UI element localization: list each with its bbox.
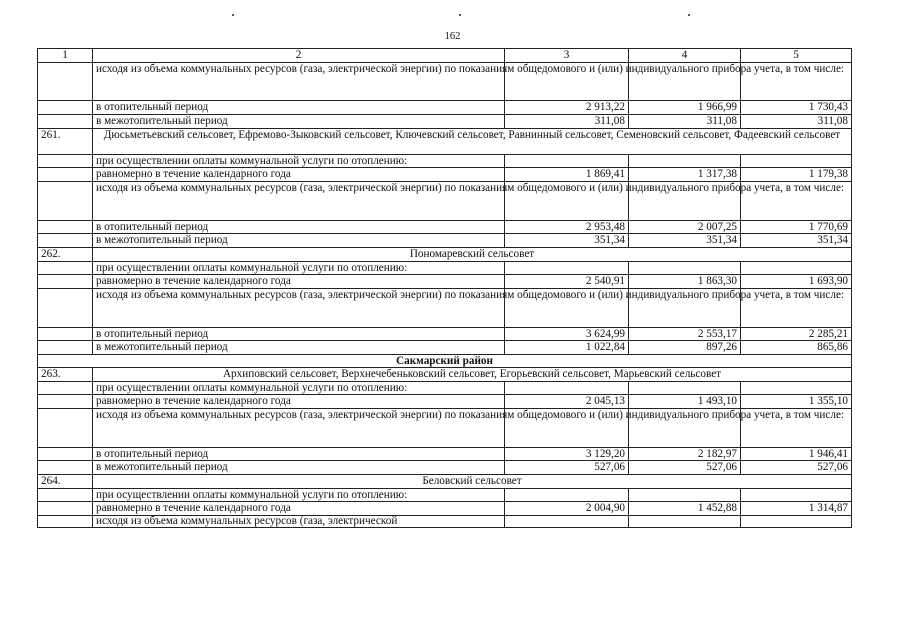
value-col-3: 527,06 — [505, 461, 629, 475]
row-number-cell — [38, 395, 93, 409]
column-number: 2 — [93, 49, 505, 63]
value-col-3: 3 624,99 — [505, 327, 629, 341]
text-row — [38, 288, 852, 327]
value-col-4: 527,06 — [629, 461, 741, 475]
value-row — [38, 101, 852, 115]
value-col-4: 2 182,97 — [629, 447, 741, 461]
value-col-4: 1 966,99 — [629, 101, 741, 115]
value-col-4: 1 452,88 — [629, 502, 741, 516]
row-label: при осуществлении оплаты коммунальной услуги по отоплению: — [93, 488, 505, 502]
value-col-5: 1 179,38 — [741, 168, 852, 182]
value-col-5: 527,06 — [741, 461, 852, 475]
value-col-4: 1 317,38 — [629, 168, 741, 182]
value-row — [38, 220, 852, 234]
value-col-4: 2 007,25 — [629, 220, 741, 234]
value-col-4 — [629, 154, 741, 168]
value-col-4: 897,26 — [629, 341, 741, 355]
value-col-5: 1 770,69 — [741, 220, 852, 234]
row-number-cell — [38, 101, 93, 115]
column-number-row — [38, 49, 852, 63]
row-number-cell — [38, 181, 93, 220]
row-number-cell — [38, 234, 93, 248]
text-row — [38, 515, 852, 527]
value-col-3: 2 913,22 — [505, 101, 629, 115]
row-label: исходя из объема коммунальных ресурсов (газа, электрической энергии) по показаниям общедомового и (или) индивидуального прибора учета, в том числе: — [93, 288, 505, 327]
text-row — [38, 488, 852, 502]
district-title: Сакмарский район — [38, 354, 852, 368]
value-col-5: 2 285,21 — [741, 327, 852, 341]
row-number-cell — [38, 261, 93, 275]
value-col-3: 311,08 — [505, 114, 629, 128]
group-row — [38, 128, 852, 154]
group-title: Дюсьметьевский сельсовет, Ефремово-Зыковский сельсовет, Ключевский сельсовет, Равнинный сельсовет, Семеновский сельсовет, Фадеевский сельсовет — [93, 128, 852, 154]
row-number-cell — [38, 461, 93, 475]
text-row — [38, 381, 852, 395]
value-col-4 — [629, 515, 741, 527]
value-col-3 — [505, 261, 629, 275]
value-col-5: 351,34 — [741, 234, 852, 248]
row-number-cell — [38, 220, 93, 234]
group-title: Пономаревский сельсовет — [93, 247, 852, 261]
district-heading-row — [38, 354, 852, 368]
row-label: равномерно в течение календарного года — [93, 168, 505, 182]
column-number: 4 — [629, 49, 741, 63]
row-number-cell — [38, 502, 93, 516]
row-label: при осуществлении оплаты коммунальной услуги по отоплению: — [93, 154, 505, 168]
value-col-5: 1 314,87 — [741, 502, 852, 516]
value-row — [38, 168, 852, 182]
row-number-cell — [38, 154, 93, 168]
row-label: исходя из объема коммунальных ресурсов (газа, электрической энергии) по показаниям общедомового и (или) индивидуального прибора учета, в том числе: — [93, 409, 505, 448]
row-number: 263. — [38, 368, 93, 382]
value-row — [38, 461, 852, 475]
row-label: при осуществлении оплаты коммунальной услуги по отоплению: — [93, 381, 505, 395]
value-row — [38, 447, 852, 461]
column-number: 3 — [505, 49, 629, 63]
value-col-5: 865,86 — [741, 341, 852, 355]
group-title: Беловский сельсовет — [93, 475, 852, 489]
value-col-5: 1 730,43 — [741, 101, 852, 115]
row-label: в отопительный период — [93, 327, 505, 341]
row-label: в отопительный период — [93, 220, 505, 234]
row-number-cell — [38, 341, 93, 355]
row-label: в межотопительный период — [93, 341, 505, 355]
row-number-cell — [38, 409, 93, 448]
row-number-cell — [38, 275, 93, 289]
value-col-5: 1 693,90 — [741, 275, 852, 289]
value-col-3: 1 022,84 — [505, 341, 629, 355]
scan-speck — [232, 14, 234, 16]
tariff-table — [37, 48, 852, 528]
value-col-5 — [741, 488, 852, 502]
row-number-cell — [38, 515, 93, 527]
row-number: 261. — [38, 128, 93, 154]
group-row — [38, 247, 852, 261]
value-row — [38, 114, 852, 128]
row-label: при осуществлении оплаты коммунальной услуги по отоплению: — [93, 261, 505, 275]
value-col-3 — [505, 154, 629, 168]
value-col-5: 1 946,41 — [741, 447, 852, 461]
value-row — [38, 395, 852, 409]
row-label: исходя из объема коммунальных ресурсов (газа, электрической — [93, 515, 505, 527]
row-number-cell — [38, 327, 93, 341]
value-col-3: 351,34 — [505, 234, 629, 248]
value-col-5 — [741, 381, 852, 395]
text-row — [38, 62, 852, 101]
row-number-cell — [38, 288, 93, 327]
value-col-3 — [505, 515, 629, 527]
value-col-4: 1 863,30 — [629, 275, 741, 289]
row-label: исходя из объема коммунальных ресурсов (газа, электрической энергии) по показаниям общедомового и (или) индивидуального прибора учета, в том числе: — [93, 62, 505, 101]
row-number: 264. — [38, 475, 93, 489]
value-col-5: 1 355,10 — [741, 395, 852, 409]
row-label: в межотопительный период — [93, 114, 505, 128]
value-col-3: 2 045,13 — [505, 395, 629, 409]
value-row — [38, 502, 852, 516]
row-number-cell — [38, 488, 93, 502]
value-col-4: 2 553,17 — [629, 327, 741, 341]
row-label: в межотопительный период — [93, 234, 505, 248]
group-title: Архиповский сельсовет, Верхнечебеньковский сельсовет, Егорьевский сельсовет, Марьевский сельсовет — [93, 368, 852, 382]
value-col-3 — [505, 488, 629, 502]
row-label: равномерно в течение календарного года — [93, 395, 505, 409]
text-row — [38, 261, 852, 275]
column-number: 1 — [38, 49, 93, 63]
value-row — [38, 275, 852, 289]
value-col-4 — [629, 488, 741, 502]
row-number-cell — [38, 62, 93, 101]
row-label: исходя из объема коммунальных ресурсов (газа, электрической энергии) по показаниям общедомового и (или) индивидуального прибора учета, в том числе: — [93, 181, 505, 220]
row-label: равномерно в течение календарного года — [93, 502, 505, 516]
value-col-3: 3 129,20 — [505, 447, 629, 461]
value-row — [38, 234, 852, 248]
text-row — [38, 409, 852, 448]
row-number-cell — [38, 114, 93, 128]
value-col-4: 311,08 — [629, 114, 741, 128]
row-number: 262. — [38, 247, 93, 261]
row-label: равномерно в течение календарного года — [93, 275, 505, 289]
value-row — [38, 341, 852, 355]
page-number: 162 — [444, 31, 461, 42]
value-col-5 — [741, 515, 852, 527]
scan-speck — [688, 14, 690, 16]
value-col-3: 2 004,90 — [505, 502, 629, 516]
value-col-4 — [629, 381, 741, 395]
row-number-cell — [38, 381, 93, 395]
value-col-4: 1 493,10 — [629, 395, 741, 409]
row-number-cell — [38, 447, 93, 461]
row-number-cell — [38, 168, 93, 182]
value-col-4: 351,34 — [629, 234, 741, 248]
value-col-3: 2 953,48 — [505, 220, 629, 234]
row-label: в отопительный период — [93, 101, 505, 115]
value-col-5 — [741, 154, 852, 168]
value-col-3 — [505, 381, 629, 395]
text-row — [38, 154, 852, 168]
value-col-5 — [741, 261, 852, 275]
value-col-5: 311,08 — [741, 114, 852, 128]
value-col-4 — [629, 261, 741, 275]
text-row — [38, 181, 852, 220]
row-label: в межотопительный период — [93, 461, 505, 475]
group-row — [38, 475, 852, 489]
column-number: 5 — [741, 49, 852, 63]
value-col-3: 2 540,91 — [505, 275, 629, 289]
group-row — [38, 368, 852, 382]
row-label: в отопительный период — [93, 447, 505, 461]
scan-speck — [459, 14, 461, 16]
value-col-3: 1 869,41 — [505, 168, 629, 182]
value-row — [38, 327, 852, 341]
